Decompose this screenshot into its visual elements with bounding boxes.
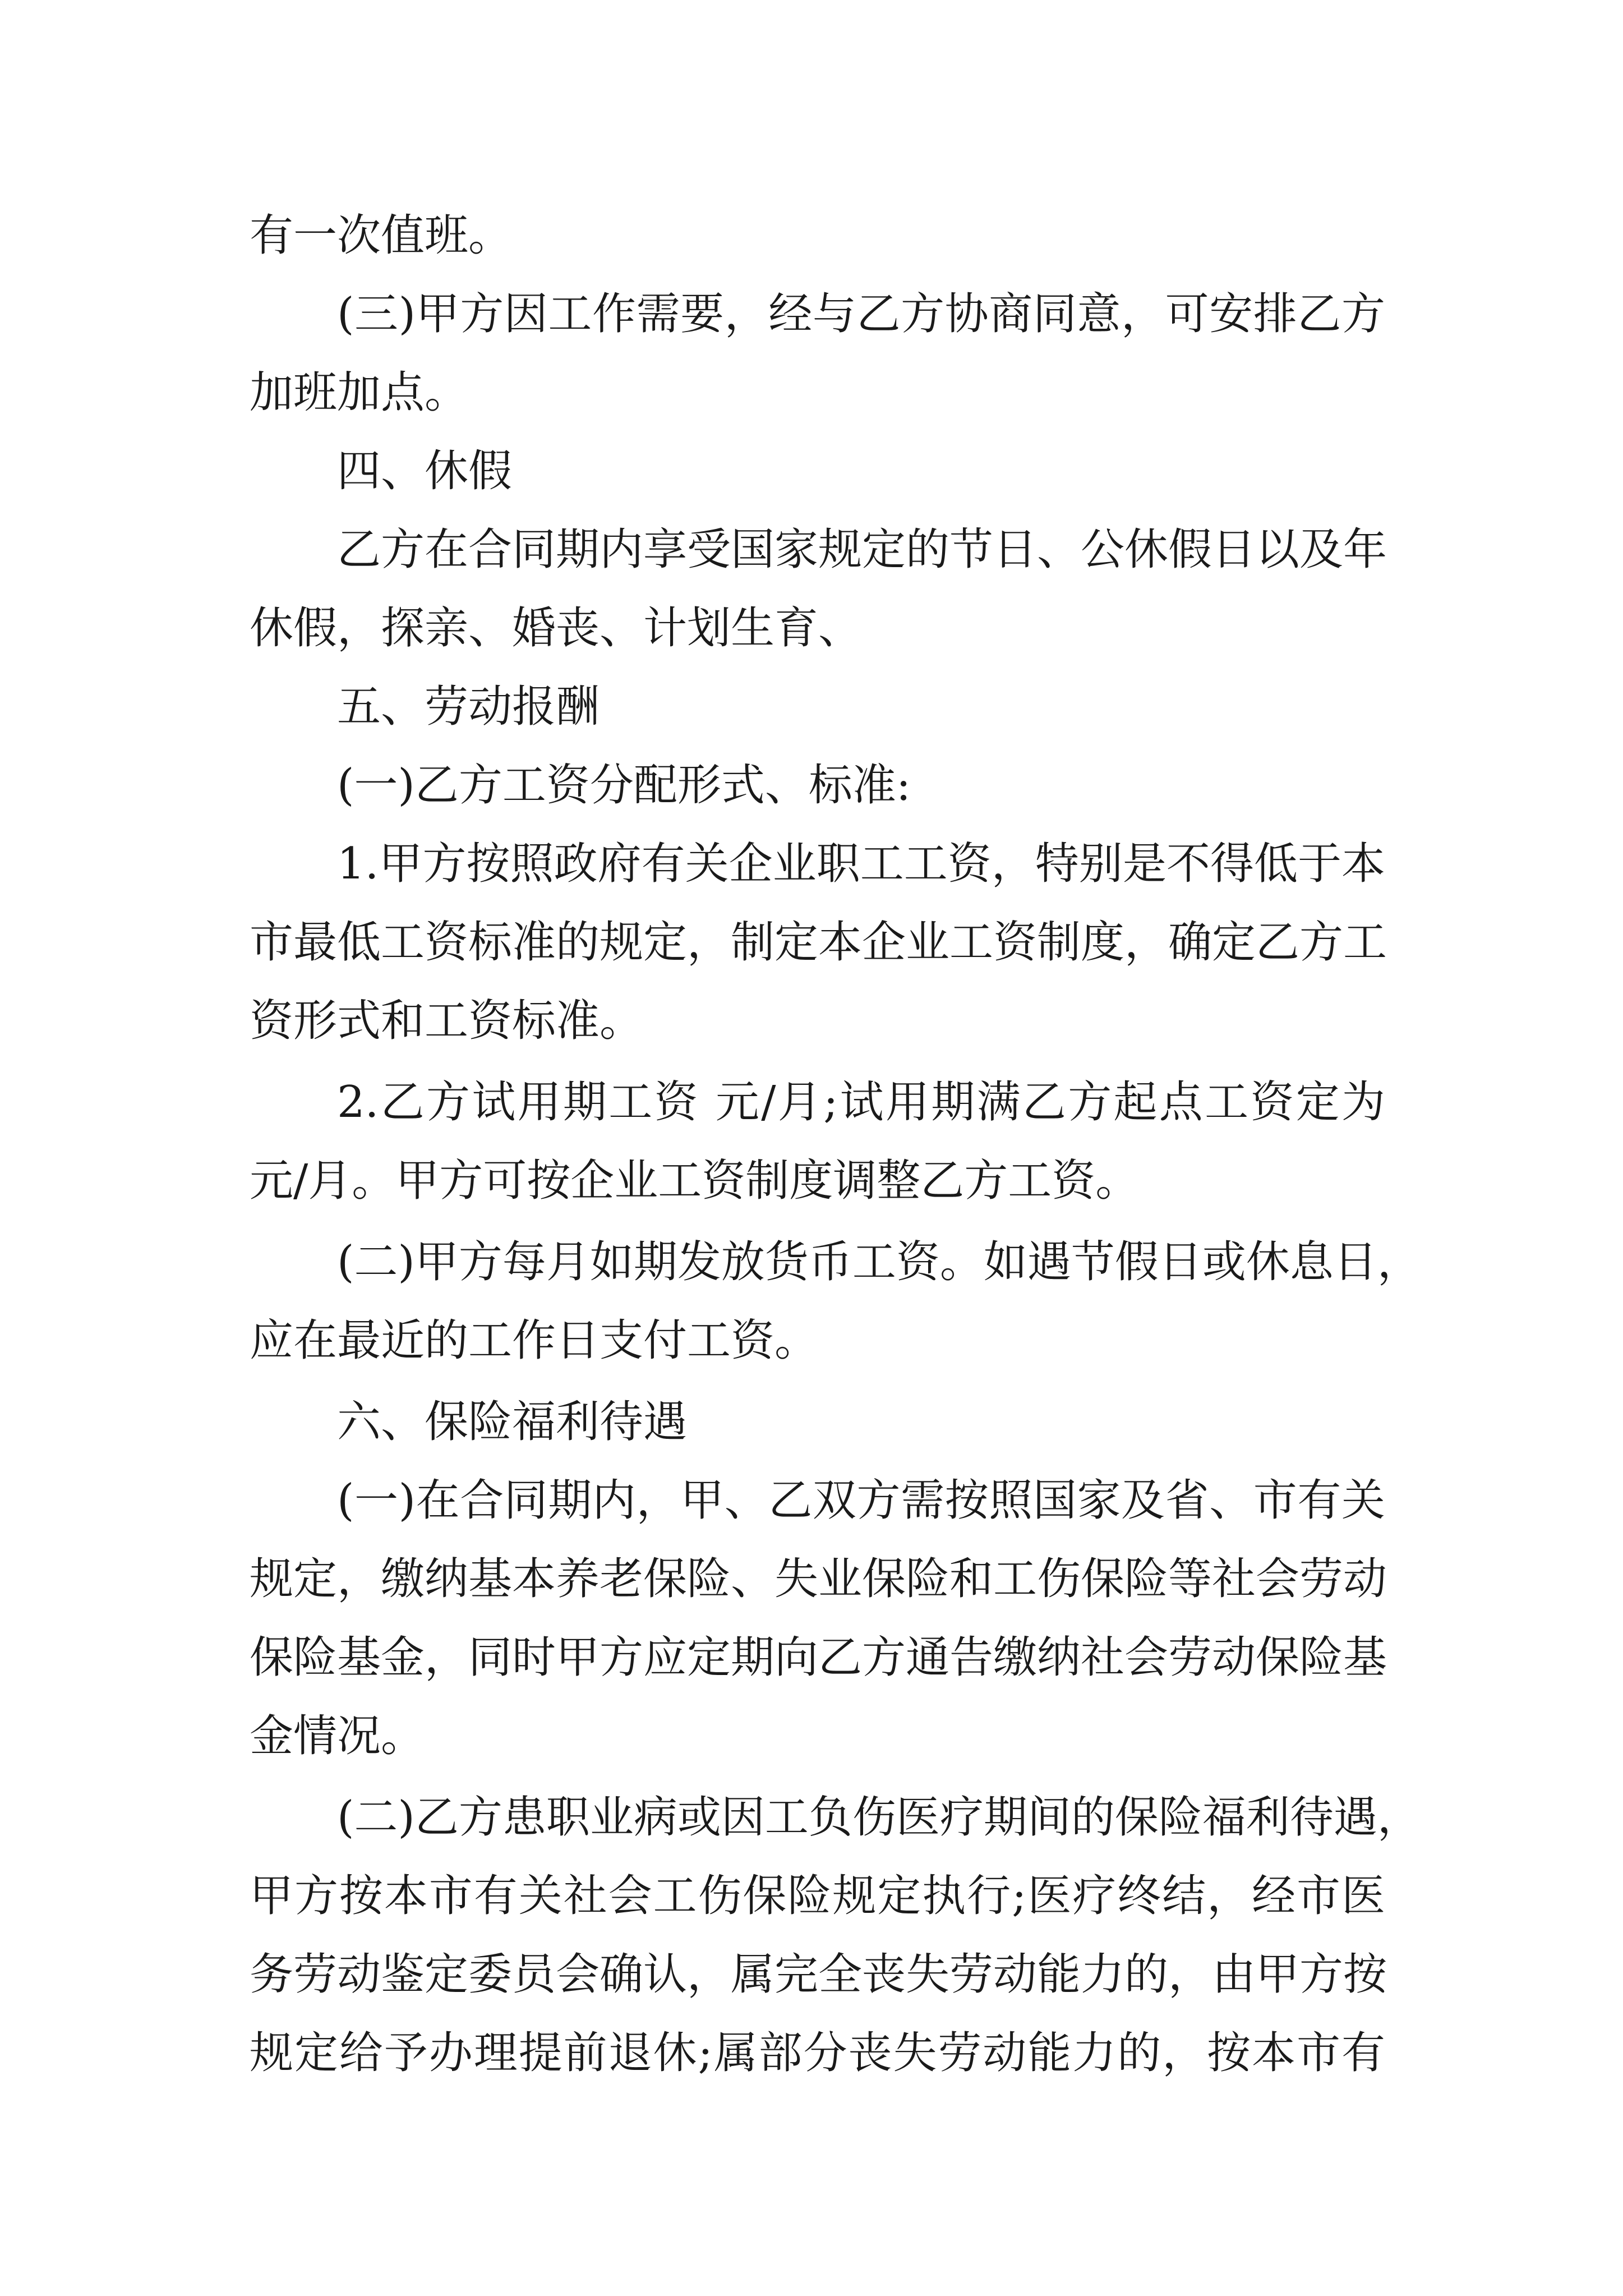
text-line-continuation: 有一次值班。: [250, 210, 513, 261]
clause-6-2-line-2: 甲方按本市有关社会工伤保险规定执行;医疗终结，经市医: [250, 1871, 1385, 1921]
section-heading-insurance: 六、保险福利待遇: [337, 1397, 688, 1447]
clause-6-1-line-2: 规定，缴纳基本养老保险、失业保险和工伤保险等社会劳动: [250, 1554, 1387, 1604]
item-1-line-2: 市最低工资标准的规定，制定本企业工资制度，确定乙方工: [250, 917, 1387, 968]
clause-5-1-heading: (一)乙方工资分配形式、标准:: [337, 760, 911, 811]
item-1-line-3: 资形式和工资标准。: [250, 996, 644, 1046]
item-1-line-1: 1.甲方按照政府有关企业职工工资，特别是不得低于本: [337, 839, 1385, 889]
clause-6-2-line-3: 务劳动鉴定委员会确认，属完全丧失劳动能力的，由甲方按: [250, 1949, 1387, 2000]
clause-3-3-line-1: (三)甲方因工作需要，经与乙方协商同意，可安排乙方: [337, 289, 1385, 339]
item-2-line-2: 元/月。甲方可按企业工资制度调整乙方工资。: [250, 1156, 1140, 1206]
leave-paragraph-line-1: 乙方在合同期内享受国家规定的节日、公休假日以及年: [337, 524, 1387, 575]
clause-6-1-line-3: 保险基金，同时甲方应定期向乙方通告缴纳社会劳动保险基: [250, 1632, 1387, 1683]
item-2-line-1: 2.乙方试用期工资 元/月;试用期满乙方起点工资定为: [337, 1077, 1385, 1128]
clause-5-2-line-1: (二)甲方每月如期发放货币工资。如遇节假日或休息日，: [337, 1237, 1421, 1287]
section-heading-remuneration: 五、劳动报酬: [337, 682, 600, 732]
clause-6-2-line-1: (二)乙方患职业病或因工负伤医疗期间的保险福利待遇，: [337, 1792, 1421, 1843]
clause-3-3-line-2: 加班加点。: [250, 367, 469, 418]
clause-6-1-line-4: 金情况。: [250, 1711, 425, 1761]
clause-6-2-line-4: 规定给予办理提前退休;属部分丧失劳动能力的，按本市有: [250, 2028, 1385, 2078]
leave-paragraph-line-2: 休假，探亲、婚丧、计划生育、: [250, 603, 863, 654]
section-heading-leave: 四、休假: [337, 446, 513, 496]
clause-5-2-line-2: 应在最近的工作日支付工资。: [250, 1315, 819, 1366]
clause-6-1-line-1: (一)在合同期内，甲、乙双方需按照国家及省、市有关: [337, 1475, 1385, 1526]
